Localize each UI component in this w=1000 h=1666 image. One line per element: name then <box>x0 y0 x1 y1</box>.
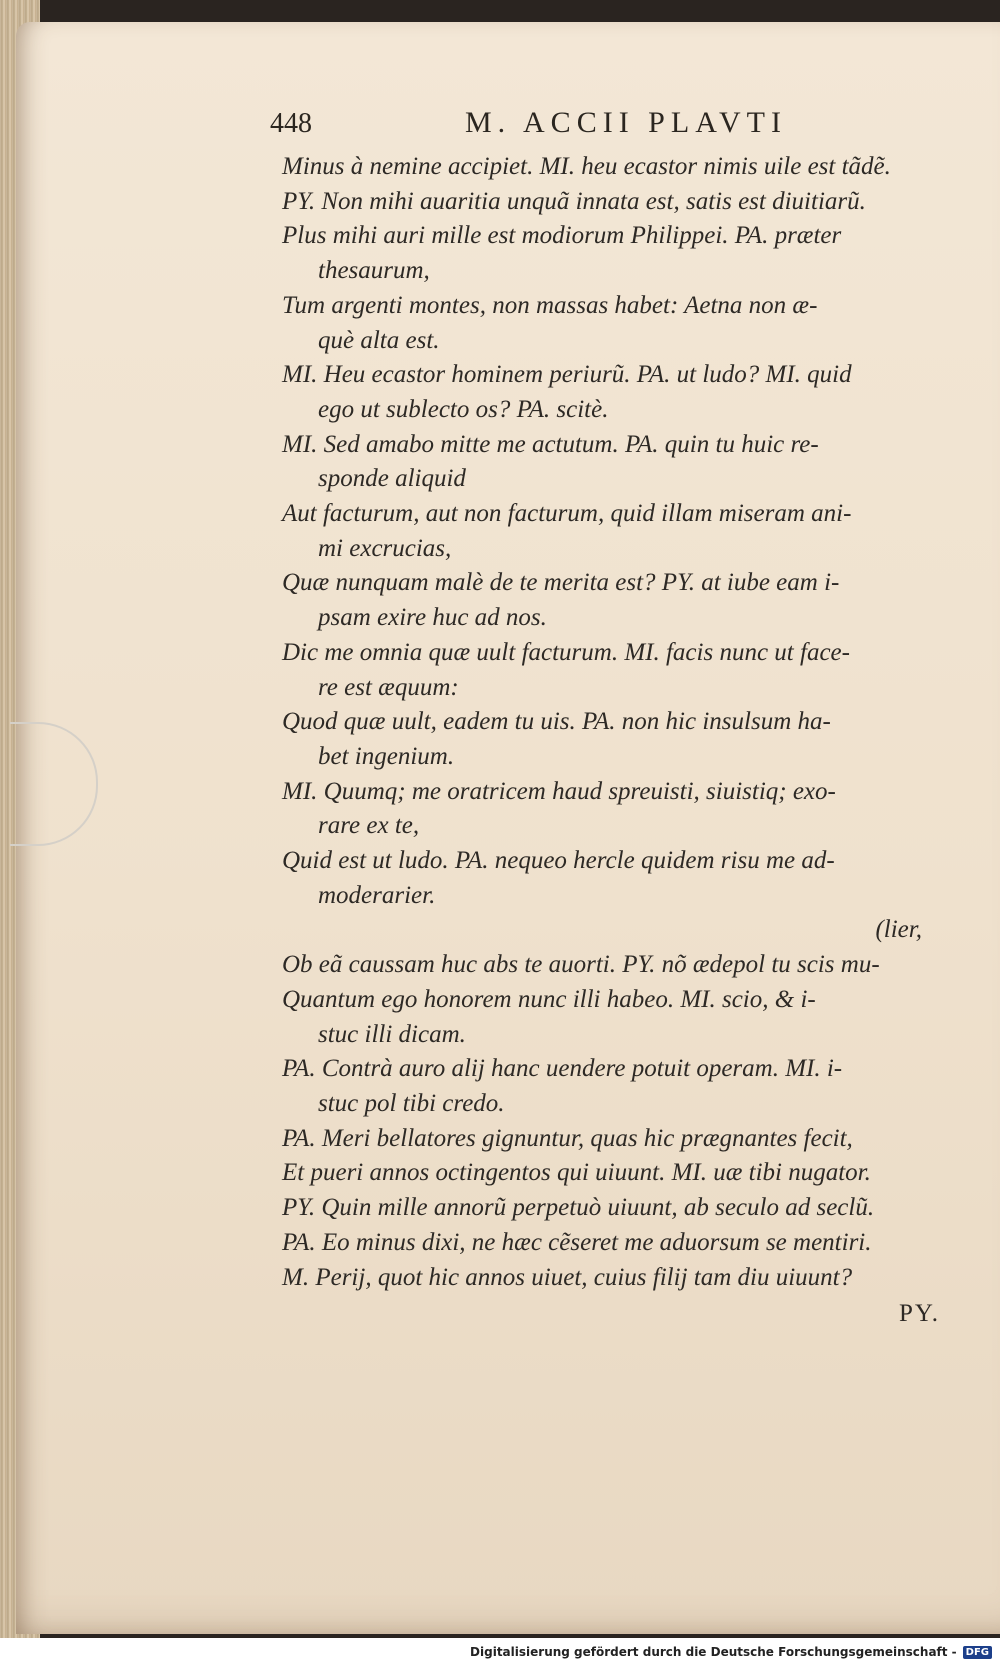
text-line: MI. Sed amabo mitte me actutum. PA. quin tu huic re- <box>282 430 819 458</box>
text-line: PA. Contrà auro alij hanc uendere potuit operam. MI. i- <box>282 1055 843 1083</box>
text-line: psam exire huc ad nos. <box>318 604 547 632</box>
text-line: stuc pol tibi credo. <box>318 1089 505 1117</box>
digitization-footer <box>0 1638 1000 1666</box>
text-line: Quod quæ uult, eadem tu uis. PA. non hic insulsum ha- <box>282 708 831 736</box>
text-block <box>282 150 922 1295</box>
text-line: Minus à nemine accipiet. MI. heu ecastor nimis uile est tãdẽ. <box>282 153 891 180</box>
text-line: (lier, <box>875 916 922 944</box>
text-line: rare ex te, <box>318 812 420 840</box>
text-line: què alta est. <box>318 326 440 354</box>
text-line: Quæ nunquam malè de te merita est? PY. at iube eam i- <box>282 569 840 597</box>
text-line: PY. Quin mille annorũ perpetuò uiuunt, ab seculo ad seclũ. <box>282 1194 875 1222</box>
text-line: thesaurum, <box>318 257 430 285</box>
text-line: moderarier. <box>318 881 436 909</box>
text-line: Quantum ego honorem nunc illi habeo. MI. scio, & i- <box>282 985 816 1013</box>
text-line: PY. Non mihi auaritia unquã innata est, satis est diuitiarũ. <box>282 187 866 215</box>
text-line: Et pueri annos octingentos qui uiuunt. MI. uæ tibi nugator. <box>282 1159 871 1187</box>
text-line: Tum argenti montes, non massas habet: Aetna non æ- <box>282 291 818 319</box>
running-head <box>270 106 910 146</box>
text-line: bet ingenium. <box>318 742 455 770</box>
text-line: M. Perij, quot hic annos uiuet, cuius filij tam diu uiuunt? <box>282 1263 853 1291</box>
dfg-logo: DFG <box>963 1646 992 1659</box>
text-line: ego ut sublecto os? PA. scitè. <box>318 395 609 423</box>
running-title: M. ACCII PLAVTI <box>465 106 787 139</box>
text-line: re est æquum: <box>318 673 459 701</box>
text-line: Dic me omnia quæ uult facturum. MI. facis nunc ut face- <box>282 638 850 666</box>
text-line: Aut facturum, aut non facturum, quid illam miseram ani- <box>282 500 852 528</box>
text-line: sponde aliquid <box>318 465 466 493</box>
text-line: PA. Eo minus dixi, ne hæc cẽseret me aduorsum se mentiri. <box>282 1228 872 1256</box>
text-line: Plus mihi auri mille est modiorum Philippei. PA. præter <box>282 222 842 250</box>
text-line: MI. Quumq; me oratricem haud spreuisti, siuistiq; exo- <box>282 777 836 805</box>
text-line: PA. Meri bellatores gignuntur, quas hic prægnantes fecit, <box>282 1124 853 1152</box>
text-line: MI. Heu ecastor hominem periurũ. PA. ut ludo? MI. quid <box>282 361 852 389</box>
clip-mark <box>10 722 98 846</box>
text-line: stuc illi dicam. <box>318 1020 466 1048</box>
text-line: Quid est ut ludo. PA. nequeo hercle quidem risu me ad- <box>282 847 835 875</box>
text-line: Ob eã caussam huc abs te auorti. PY. nõ ædepol tu scis mu- <box>282 951 880 979</box>
text-line: mi excrucias, <box>318 534 452 562</box>
page-number: 448 <box>270 108 312 139</box>
catchword: PY. <box>899 1300 940 1327</box>
footer-credit: Digitalisierung gefördert durch die Deutsche Forschungsgemeinschaft - <box>470 1645 957 1659</box>
